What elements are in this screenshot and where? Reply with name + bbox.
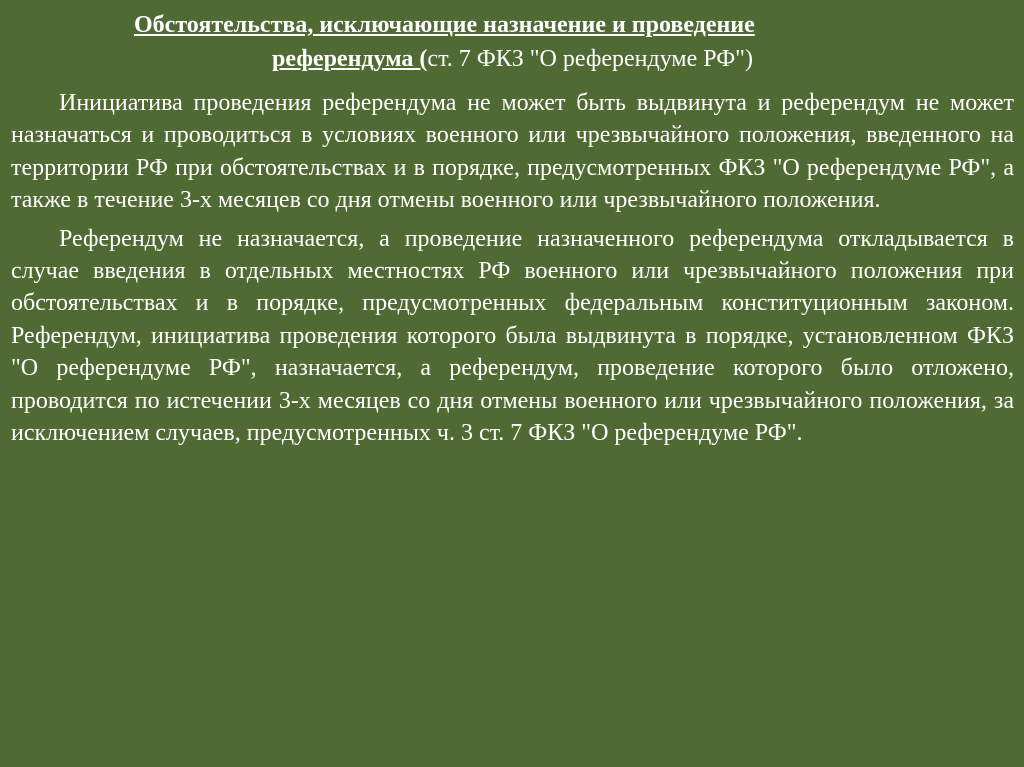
title-article-reference: ст. 7 ФКЗ "О референдуме РФ") — [427, 46, 753, 72]
paragraph-initiative-restriction: Инициатива проведения референдума не может быть выдвинута и референдум не может назначаться и проводиться в условиях военного или чрезвычайного положения, введенного на территории РФ при обстоятельствах и в порядке, предусмотренных ФКЗ "О референдуме РФ", а также в течение 3-х месяцев со дня отмены военного или чрезвычайного положения. — [11, 90, 1014, 214]
title-underlined-part: референдума ( — [272, 46, 428, 72]
slide-body — [11, 87, 1014, 449]
title-line-2 — [11, 42, 1014, 76]
slide-title — [11, 0, 1014, 76]
title-line-1: Обстоятельства, исключающие назначение и проведение — [134, 12, 755, 38]
paragraph-referendum-postponement: Референдум не назначается, а проведение назначенного референдума откладывается в случае введения в отдельных местностях РФ военного или чрезвычайного положения при обстоятельствах и в порядке, предусмотренных федеральным конституционным законом. Референдум, инициатива проведения которого была выдвинута в порядке, установленном ФКЗ "О референдуме РФ", назначается, а референдум, проведение которого было отложено, проводится по истечении 3-х месяцев со дня отмены военного или чрезвычайного положения, за исключением случаев, предусмотренных ч. 3 ст. 7 ФКЗ "О референдуме РФ". — [11, 225, 1014, 447]
